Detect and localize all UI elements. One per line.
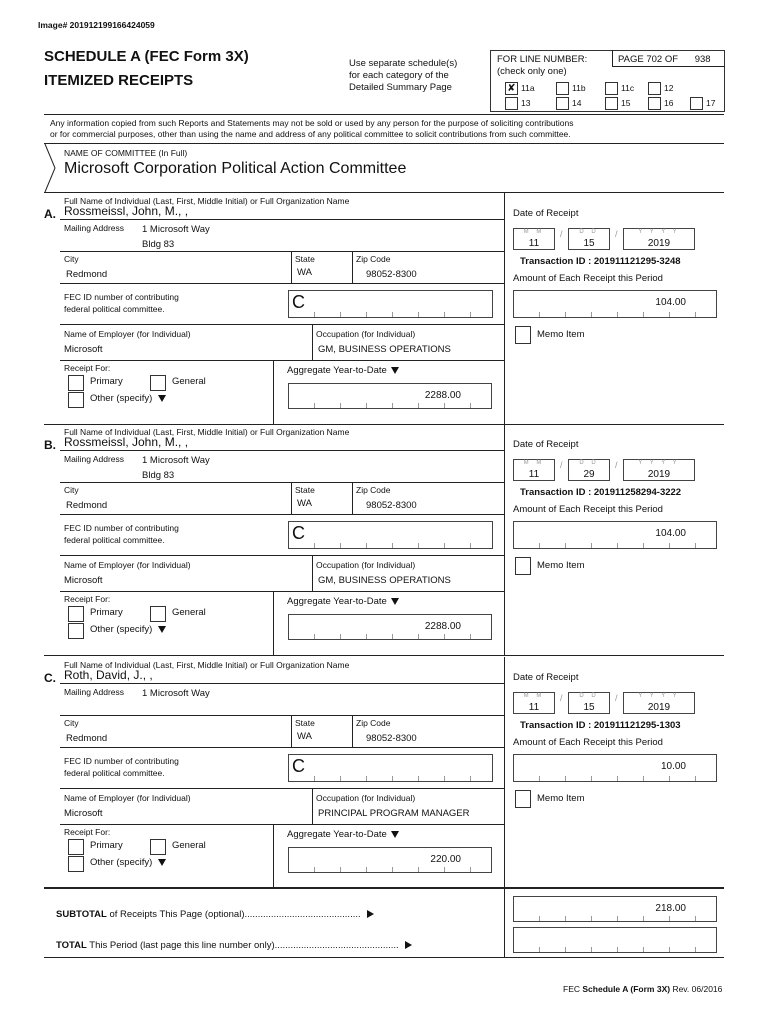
day-value: 15 — [583, 238, 595, 249]
date-of-receipt-label: Date of Receipt — [513, 439, 579, 450]
line-checkbox-15[interactable] — [605, 97, 618, 110]
line-checkbox-label: 15 — [621, 98, 631, 108]
mailing-address-label: Mailing Address — [64, 687, 125, 697]
subtotal-row — [56, 909, 374, 920]
disclaimer-line: Any information copied from such Reports and Statements may not be sold or used by any person for the purpose of soliciting contributions — [50, 118, 574, 128]
year-hint: Y Y Y Y — [638, 229, 680, 235]
general-checkbox[interactable] — [150, 606, 166, 622]
aggregate-arrow-icon — [391, 831, 399, 838]
aggregate-amount-box — [288, 847, 492, 873]
primary-label: Primary — [90, 376, 123, 387]
other-dropdown-icon[interactable] — [158, 395, 166, 402]
city-label: City — [64, 485, 79, 495]
date-of-receipt-label: Date of Receipt — [513, 672, 579, 683]
general-label: General — [172, 607, 206, 618]
month-value: 11 — [528, 469, 540, 480]
line-checkbox-label: 11a — [521, 83, 535, 93]
schedule-instructions — [349, 58, 457, 94]
amount-label: Amount of Each Receipt this Period — [513, 504, 663, 515]
fec-id-label-line: FEC ID number of contributing — [64, 523, 179, 533]
receipt-month — [513, 692, 555, 714]
line-checkbox-11c[interactable] — [605, 82, 618, 95]
amount-value: 104.00 — [655, 528, 686, 539]
occupation-label: Occupation (for Individual) — [316, 793, 416, 803]
form-title: SCHEDULE A (FEC Form 3X) — [44, 48, 249, 65]
general-label: General — [172, 376, 206, 387]
receipt-month — [513, 228, 555, 250]
date-separator: / — [560, 460, 563, 470]
amount-box — [513, 290, 717, 318]
transaction-id: Transaction ID : 201911121295-1303 — [520, 720, 681, 731]
address-line-2: Bldg 83 — [142, 470, 175, 481]
instruction-line: for each category of the — [349, 70, 449, 81]
fec-id-label — [64, 522, 179, 546]
line-checkbox-label: 11b — [572, 83, 586, 93]
fec-id-field[interactable] — [288, 521, 493, 549]
page-indicator — [618, 54, 711, 65]
line-checkbox-13[interactable] — [505, 97, 518, 110]
state-value: WA — [297, 731, 312, 742]
day-hint: D D — [579, 229, 599, 235]
employer-value: Microsoft — [64, 344, 103, 355]
city-value: Redmond — [66, 500, 108, 511]
aggregate-value: 2288.00 — [424, 390, 461, 401]
memo-item-label: Memo Item — [537, 329, 585, 340]
fec-id-label-line: federal political committee. — [64, 535, 165, 545]
aggregate-label-text: Aggregate Year-to-Date — [287, 829, 387, 840]
page-total: 938 — [694, 54, 711, 65]
aggregate-label — [287, 596, 399, 607]
aggregate-arrow-icon — [391, 367, 399, 374]
amount-label: Amount of Each Receipt this Period — [513, 737, 663, 748]
general-checkbox[interactable] — [150, 375, 166, 391]
memo-item-label: Memo Item — [537, 793, 585, 804]
employer-value: Microsoft — [64, 808, 103, 819]
amount-box — [513, 754, 717, 782]
line-checkbox-label: 14 — [572, 98, 582, 108]
line-checkbox-12[interactable] — [648, 82, 661, 95]
occupation-value: PRINCIPAL PROGRAM MANAGER — [318, 808, 470, 819]
other-specify-label — [90, 393, 166, 404]
memo-item-label: Memo Item — [537, 560, 585, 571]
aggregate-value: 2288.00 — [424, 621, 461, 632]
instruction-line: Use separate schedule(s) — [349, 58, 458, 69]
disclaimer-line: or for commercial purposes, other than using the name and address of any political committee to solicit contributions from such committee. — [50, 129, 571, 139]
occupation-value: GM, BUSINESS OPERATIONS — [318, 344, 451, 355]
general-label: General — [172, 840, 206, 851]
day-hint: D D — [579, 693, 599, 699]
amount-value: 10.00 — [660, 761, 686, 772]
address-line-1: 1 Microsoft Way — [142, 224, 210, 235]
subtotal-value: 218.00 — [655, 903, 686, 914]
transaction-id: Transaction ID : 201911258294-3222 — [520, 487, 682, 498]
year-value: 2019 — [647, 702, 671, 713]
address-line-1: 1 Microsoft Way — [142, 455, 210, 466]
image-id: Image# 201912199166424059 — [38, 20, 155, 30]
address-line-1: 1 Microsoft Way — [142, 688, 210, 699]
date-separator: / — [615, 229, 618, 239]
line-checkbox-label: 12 — [664, 83, 674, 93]
fec-id-label-line: FEC ID number of contributing — [64, 756, 179, 766]
employer-label: Name of Employer (for Individual) — [64, 329, 191, 339]
fec-id-label — [64, 291, 179, 315]
receipt-for-label: Receipt For: — [64, 363, 111, 373]
full-name-label: Full Name of Individual (Last, First, Middle Initial) or Full Organization Name — [64, 427, 350, 437]
line-checkbox-label: 17 — [706, 98, 716, 108]
total-row — [56, 940, 412, 951]
line-checkbox-label: 11c — [621, 83, 635, 93]
receipt-year — [623, 692, 695, 714]
fec-id-label-line: federal political committee. — [64, 304, 165, 314]
fec-id-prefix: C — [292, 292, 305, 312]
aggregate-label-text: Aggregate Year-to-Date — [287, 596, 387, 607]
footer-prefix: FEC — [563, 984, 580, 994]
occupation-value: GM, BUSINESS OPERATIONS — [318, 575, 451, 586]
day-hint: D D — [579, 460, 599, 466]
city-value: Redmond — [66, 733, 108, 744]
date-separator: / — [615, 693, 618, 703]
total-label: TOTAL — [56, 940, 87, 951]
committee-label: NAME OF COMMITTEE (In Full) — [64, 148, 188, 158]
subtotal-label: SUBTOTAL — [56, 909, 107, 920]
fec-id-label — [64, 755, 179, 779]
line-checkbox-11a[interactable]: ✘ — [505, 82, 518, 95]
zip-label: Zip Code — [356, 485, 391, 495]
amount-value: 104.00 — [655, 297, 686, 308]
day-value: 29 — [583, 469, 595, 480]
aggregate-label — [287, 365, 399, 376]
contributor-name: Roth, David, J., , — [64, 668, 153, 682]
date-separator: / — [615, 460, 618, 470]
other-specify-label — [90, 624, 166, 635]
year-value: 2019 — [647, 469, 671, 480]
general-checkbox[interactable] — [150, 839, 166, 855]
total-arrow-icon — [405, 941, 412, 949]
city-label: City — [64, 254, 79, 264]
year-hint: Y Y Y Y — [638, 693, 680, 699]
state-value: WA — [297, 267, 312, 278]
amount-box — [513, 521, 717, 549]
other-label-text: Other (specify) — [90, 624, 153, 635]
receipt-year — [623, 459, 695, 481]
date-of-receipt-label: Date of Receipt — [513, 208, 579, 219]
zip-value: 98052-8300 — [366, 269, 417, 280]
other-dropdown-icon[interactable] — [158, 859, 166, 866]
city-value: Redmond — [66, 269, 108, 280]
date-separator: / — [560, 229, 563, 239]
for-line-number-label: FOR LINE NUMBER: — [497, 54, 588, 65]
receipt-day — [568, 692, 610, 714]
page-label: PAGE — [618, 54, 644, 65]
line-checkbox-label: 16 — [664, 98, 674, 108]
fec-id-prefix: C — [292, 756, 305, 776]
other-checkbox[interactable] — [68, 856, 84, 872]
receipt-month — [513, 459, 555, 481]
zip-label: Zip Code — [356, 718, 391, 728]
year-value: 2019 — [647, 238, 671, 249]
other-checkbox[interactable] — [68, 623, 84, 639]
line-checkbox-label: 13 — [521, 98, 531, 108]
year-hint: Y Y Y Y — [638, 460, 680, 466]
aggregate-amount-box — [288, 383, 492, 409]
employer-label: Name of Employer (for Individual) — [64, 793, 191, 803]
other-specify-label — [90, 857, 166, 868]
transaction-id: Transaction ID : 201911121295-3248 — [520, 256, 681, 267]
memo-item-checkbox[interactable] — [515, 557, 531, 575]
mailing-address-label: Mailing Address — [64, 223, 125, 233]
month-hint: M M — [523, 693, 545, 699]
other-checkbox[interactable] — [68, 392, 84, 408]
aggregate-label — [287, 829, 399, 840]
line-checkbox-11b[interactable] — [556, 82, 569, 95]
date-separator: / — [560, 693, 563, 703]
zip-value: 98052-8300 — [366, 733, 417, 744]
aggregate-label-text: Aggregate Year-to-Date — [287, 365, 387, 376]
day-value: 15 — [583, 702, 595, 713]
other-label-text: Other (specify) — [90, 857, 153, 868]
state-value: WA — [297, 498, 312, 509]
committee-bracket-icon — [43, 143, 57, 193]
receipt-year — [623, 228, 695, 250]
form-subtitle: ITEMIZED RECEIPTS — [44, 72, 194, 89]
month-value: 11 — [528, 238, 540, 249]
zip-label: Zip Code — [356, 254, 391, 264]
footer-form-id — [563, 984, 722, 994]
line-checkbox-14[interactable] — [556, 97, 569, 110]
primary-label: Primary — [90, 840, 123, 851]
footer-form-name: Schedule A (Form 3X) — [582, 984, 671, 994]
full-name-label: Full Name of Individual (Last, First, Middle Initial) or Full Organization Name — [64, 196, 350, 206]
memo-item-checkbox[interactable] — [515, 790, 531, 808]
fec-id-label-line: federal political committee. — [64, 768, 165, 778]
receipt-day — [568, 459, 610, 481]
full-name-label: Full Name of Individual (Last, First, Middle Initial) or Full Organization Name — [64, 660, 350, 670]
fec-id-field[interactable] — [288, 754, 493, 782]
month-hint: M M — [523, 229, 545, 235]
subtotal-amount-box — [513, 896, 717, 922]
contributor-name: Rossmeissl, John, M., , — [64, 204, 189, 218]
occupation-label: Occupation (for Individual) — [316, 329, 416, 339]
state-label: State — [295, 718, 315, 728]
zip-value: 98052-8300 — [366, 500, 417, 511]
entry-letter: B. — [44, 438, 56, 452]
entry-letter: C. — [44, 671, 56, 685]
month-hint: M M — [523, 460, 545, 466]
fec-id-label-line: FEC ID number of contributing — [64, 292, 179, 302]
fec-id-field[interactable] — [288, 290, 493, 318]
address-line-2: Bldg 83 — [142, 239, 175, 250]
check-only-one-label: (check only one) — [497, 66, 567, 77]
subtotal-arrow-icon — [367, 910, 374, 918]
instruction-line: Detailed Summary Page — [349, 82, 452, 93]
primary-checkbox[interactable] — [68, 606, 84, 622]
receipt-for-label: Receipt For: — [64, 594, 111, 604]
month-value: 11 — [528, 702, 540, 713]
state-label: State — [295, 254, 315, 264]
subtotal-description: of Receipts This Page (optional)............................................ — [106, 909, 361, 920]
primary-label: Primary — [90, 607, 123, 618]
other-label-text: Other (specify) — [90, 393, 153, 404]
receipt-for-label: Receipt For: — [64, 827, 111, 837]
occupation-label: Occupation (for Individual) — [316, 560, 416, 570]
total-amount-box — [513, 927, 717, 953]
committee-name: Microsoft Corporation Political Action Committee — [64, 160, 407, 177]
aggregate-amount-box — [288, 614, 492, 640]
fec-id-prefix: C — [292, 523, 305, 543]
other-dropdown-icon[interactable] — [158, 626, 166, 633]
footer-revision: Rev. 06/2016 — [670, 984, 723, 994]
amount-label: Amount of Each Receipt this Period — [513, 273, 663, 284]
aggregate-value: 220.00 — [430, 854, 461, 865]
of-label: OF — [664, 54, 679, 65]
employer-label: Name of Employer (for Individual) — [64, 560, 191, 570]
receipt-day — [568, 228, 610, 250]
memo-item-checkbox[interactable] — [515, 326, 531, 344]
primary-checkbox[interactable] — [68, 375, 84, 391]
disclaimer — [50, 118, 574, 140]
state-label: State — [295, 485, 315, 495]
line-checkbox-16[interactable] — [648, 97, 661, 110]
city-label: City — [64, 718, 79, 728]
page-number: 702 — [646, 54, 663, 65]
primary-checkbox[interactable] — [68, 839, 84, 855]
employer-value: Microsoft — [64, 575, 103, 586]
contributor-name: Rossmeissl, John, M., , — [64, 435, 189, 449]
aggregate-arrow-icon — [391, 598, 399, 605]
total-description: This Period (last page this line number only)............................................... — [86, 940, 399, 951]
entry-letter: A. — [44, 207, 56, 221]
mailing-address-label: Mailing Address — [64, 454, 125, 464]
line-checkbox-17[interactable] — [690, 97, 703, 110]
